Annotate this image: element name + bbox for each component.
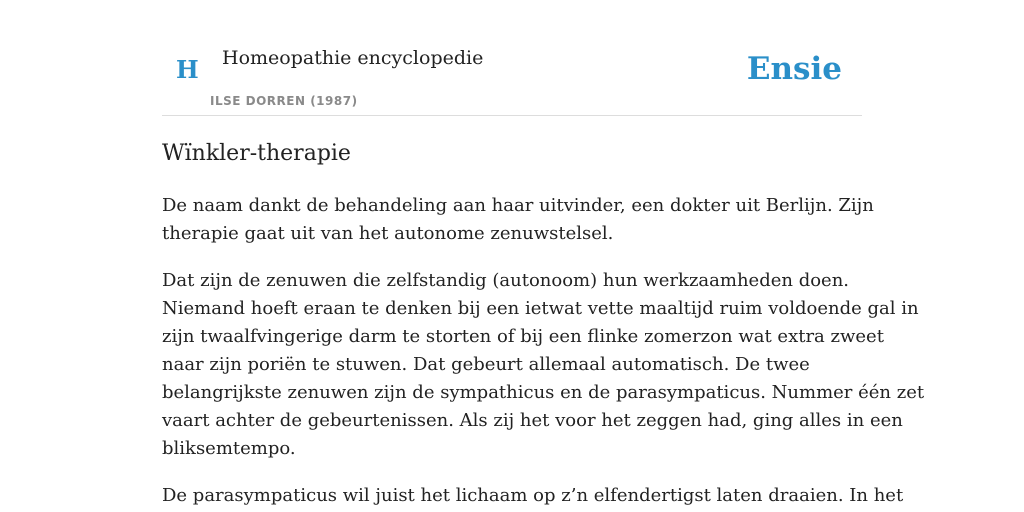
- article-title: Wïnkler-therapie: [162, 141, 351, 166]
- book-title[interactable]: Homeopathie encyclopedie: [222, 47, 484, 69]
- paragraph-line: De naam dankt de behandeling aan haar uitvinder, een dokter uit Berlijn. Zijn: [162, 195, 874, 216]
- paragraph-line: bliksemtempo.: [162, 438, 296, 459]
- article: [162, 138, 925, 510]
- header: [162, 0, 862, 116]
- article-paragraph: [162, 192, 874, 248]
- ensie-logo[interactable]: Ensie: [746, 51, 842, 87]
- paragraph-line: Niemand hoeft eraan te denken bij een ietwat vette maaltijd ruim voldoende gal in: [162, 298, 919, 319]
- book-letter-badge: H: [176, 55, 199, 84]
- paragraph-line: zijn twaalfvingerige darm te storten of bij een flinke zomerzon wat extra zweet: [162, 326, 884, 347]
- paragraph-line: De parasympaticus wil juist het lichaam op z’n elfendertigst laten draaien. In het: [162, 485, 904, 506]
- article-paragraph: [162, 267, 925, 463]
- paragraph-line: therapie gaat uit van het autonome zenuwstelsel.: [162, 223, 614, 244]
- paragraph-line: naar zijn poriën te stuwen. Dat gebeurt allemaal automatisch. De twee: [162, 354, 810, 375]
- paragraph-line: belangrijkste zenuwen zijn de sympathicus en de parasympaticus. Nummer één zet: [162, 382, 925, 403]
- paragraph-line: Dat zijn de zenuwen die zelfstandig (autonoom) hun werkzaamheden doen.: [162, 270, 850, 291]
- article-paragraph: [162, 482, 904, 510]
- book-author: ILSE DORREN (1987): [210, 94, 358, 108]
- paragraph-line: vaart achter de gebeurtenissen. Als zij het voor het zeggen had, ging alles in een: [162, 410, 903, 431]
